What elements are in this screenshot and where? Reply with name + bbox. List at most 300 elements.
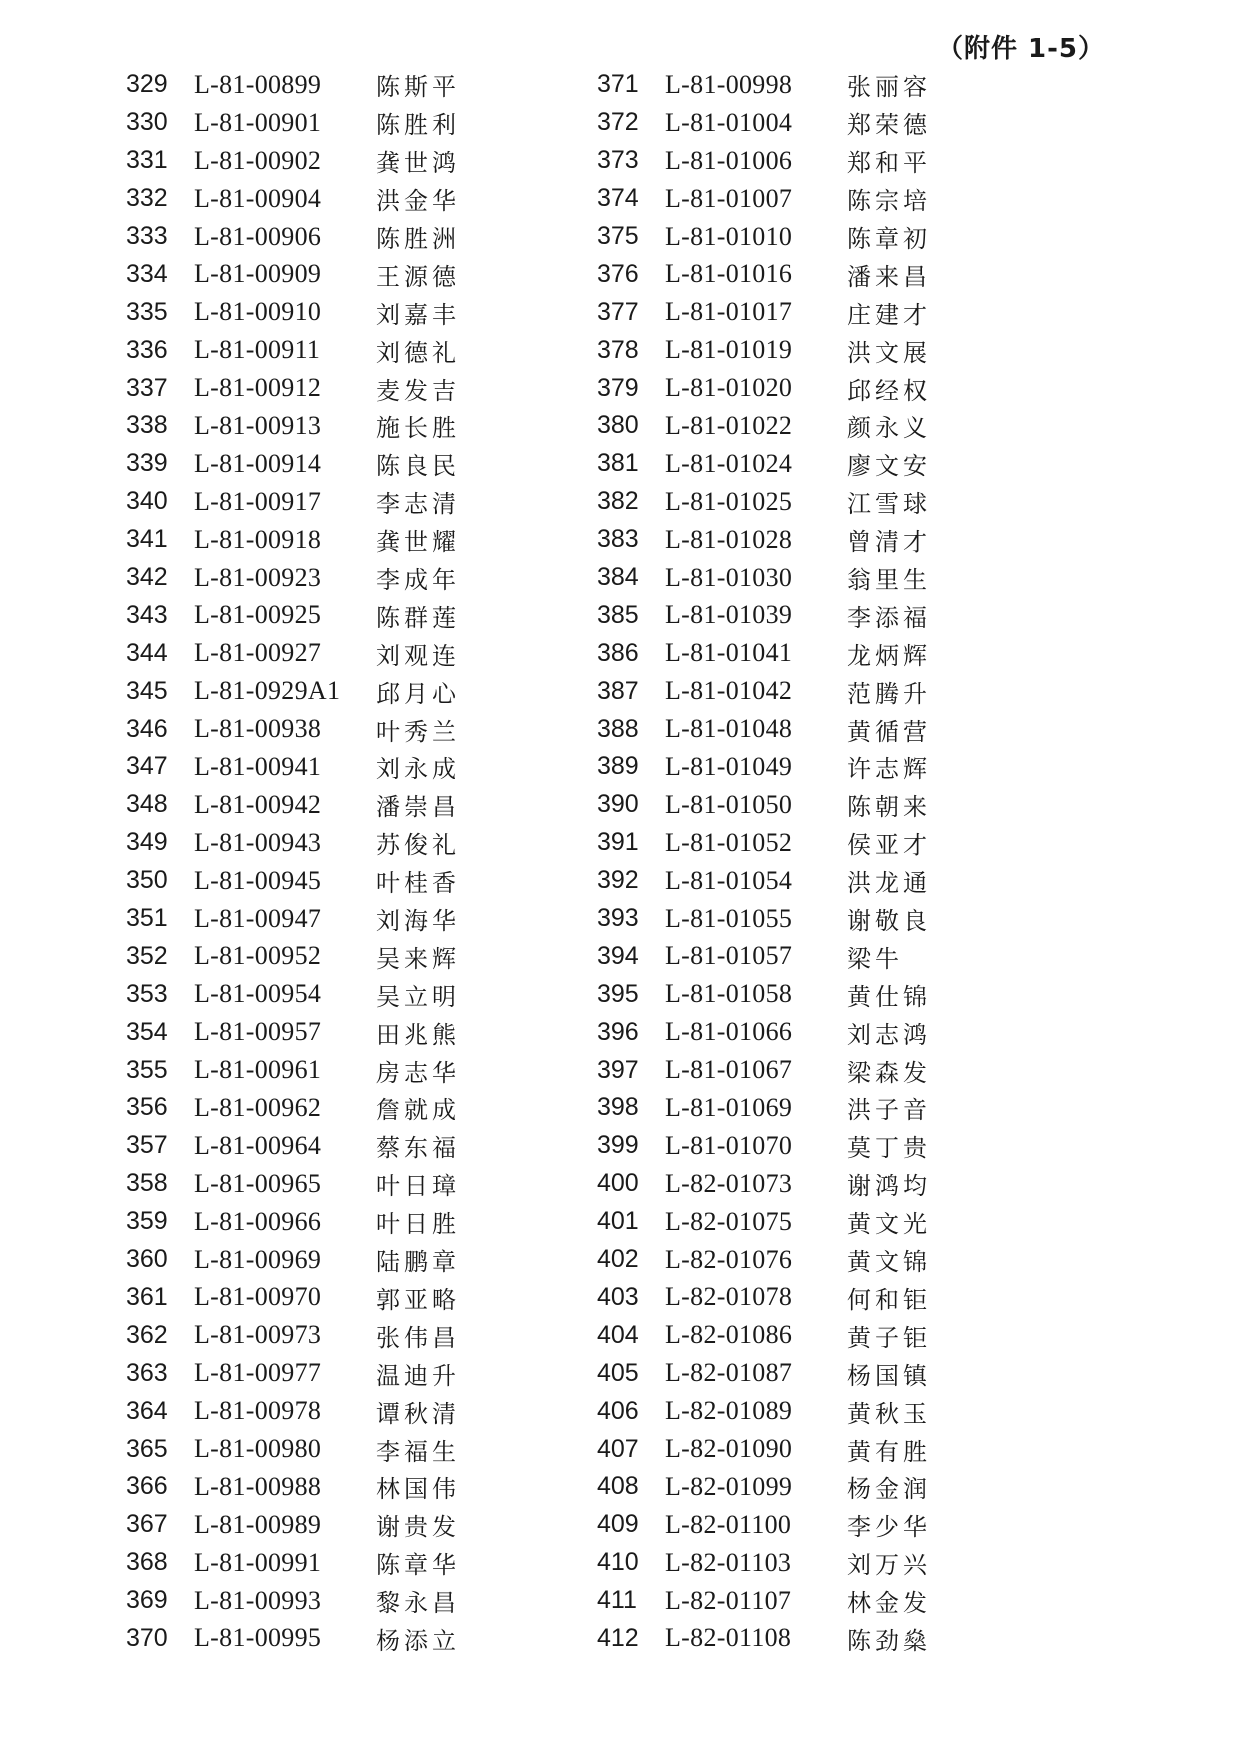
- row-number: 357: [126, 1131, 168, 1160]
- registration-code: L-81-01030: [665, 562, 793, 592]
- row-number: 372: [597, 108, 639, 137]
- person-name: 黄文锦: [847, 1248, 931, 1277]
- row-number: 412: [597, 1623, 639, 1652]
- row-number: 336: [126, 335, 168, 364]
- registration-code: L-81-00991: [194, 1547, 322, 1577]
- registration-code: L-81-00957: [194, 1017, 322, 1047]
- list-row: [126, 218, 460, 256]
- list-row: [126, 1051, 460, 1089]
- row-number: 391: [597, 828, 639, 857]
- list-row: [126, 1203, 460, 1241]
- person-name: 陈章华: [376, 1551, 460, 1580]
- registration-code: L-81-00913: [194, 410, 322, 440]
- row-number: 373: [597, 146, 639, 175]
- row-number: 393: [597, 904, 639, 933]
- registration-code: L-81-00925: [194, 600, 322, 630]
- list-row: [597, 142, 931, 180]
- registration-code: L-82-01090: [665, 1434, 793, 1463]
- person-name: 潘来昌: [847, 262, 931, 291]
- person-name: 叶秀兰: [376, 717, 460, 746]
- row-number: 367: [126, 1510, 168, 1539]
- person-name: 侯亚才: [847, 831, 931, 860]
- person-name: 王源德: [376, 262, 460, 291]
- row-number: 401: [597, 1207, 639, 1236]
- row-number: 333: [126, 222, 168, 250]
- person-name: 郭亚略: [376, 1285, 460, 1314]
- person-name: 李志清: [376, 490, 460, 519]
- person-name: 龙炳辉: [847, 641, 931, 670]
- person-name: 陈朝来: [847, 793, 931, 822]
- row-number: 331: [126, 146, 168, 175]
- registration-code: L-81-00943: [194, 827, 322, 857]
- person-name: 杨国镇: [847, 1361, 931, 1390]
- person-name: 吴立明: [376, 982, 460, 1011]
- list-row: [597, 975, 931, 1013]
- person-name: 蔡东福: [376, 1134, 460, 1163]
- registration-code: L-81-00989: [194, 1509, 322, 1539]
- list-row: [597, 634, 931, 672]
- list-row: [126, 407, 460, 445]
- registration-code: L-81-00980: [194, 1434, 322, 1463]
- row-number: 392: [597, 866, 639, 895]
- registration-code: L-81-00993: [194, 1585, 322, 1615]
- row-number: 379: [597, 373, 639, 402]
- registration-code: L-81-00969: [194, 1244, 322, 1274]
- person-name: 叶日璋: [376, 1172, 460, 1201]
- row-number: 399: [597, 1131, 639, 1160]
- person-name: 叶日胜: [376, 1210, 460, 1239]
- row-number: 388: [597, 714, 639, 743]
- list-row: [126, 1620, 460, 1658]
- list-row: [597, 369, 931, 407]
- registration-code: L-81-00909: [194, 259, 322, 289]
- person-name: 田兆熊: [376, 1020, 460, 1049]
- list-row: [126, 483, 460, 521]
- person-name: 李福生: [376, 1437, 460, 1466]
- registration-code: L-81-00970: [194, 1282, 322, 1312]
- person-name: 洪龙通: [847, 869, 931, 898]
- registration-code: L-81-00899: [194, 69, 322, 99]
- registration-code: L-81-01028: [665, 524, 793, 554]
- list-row: [597, 1165, 931, 1203]
- registration-code: L-81-00966: [194, 1206, 322, 1236]
- registration-code: L-81-01052: [665, 827, 793, 857]
- registration-code: L-82-01087: [665, 1358, 793, 1388]
- list-row: [126, 1089, 460, 1127]
- registration-code: L-81-01049: [665, 751, 793, 781]
- list-row: [597, 1468, 931, 1506]
- list-row: [597, 180, 931, 218]
- registration-code: L-81-01054: [665, 865, 793, 895]
- registration-code: L-82-01076: [665, 1244, 793, 1274]
- registration-code: L-81-01004: [665, 107, 793, 137]
- list-row: [597, 1127, 931, 1165]
- row-number: 348: [126, 790, 168, 819]
- registration-code: L-81-00942: [194, 789, 322, 819]
- row-number: 351: [126, 904, 168, 933]
- list-row: [126, 104, 460, 142]
- row-number: 358: [126, 1169, 168, 1198]
- row-number: 346: [126, 714, 168, 743]
- row-number: 363: [126, 1358, 168, 1387]
- registration-code: L-81-00947: [194, 903, 322, 933]
- left-column: [126, 66, 460, 1657]
- row-number: 410: [597, 1548, 639, 1577]
- row-number: 389: [597, 752, 639, 781]
- registration-code: L-81-00918: [194, 524, 322, 554]
- registration-code: L-81-01055: [665, 903, 793, 933]
- list-row: [597, 672, 931, 710]
- registration-code: L-81-01058: [665, 979, 793, 1009]
- row-number: 364: [126, 1396, 168, 1425]
- row-number: 366: [126, 1472, 168, 1501]
- row-number: 376: [597, 259, 639, 288]
- list-row: [597, 1544, 931, 1582]
- registration-code: L-82-01073: [665, 1168, 793, 1198]
- right-column: [597, 66, 931, 1657]
- registration-code: L-81-01069: [665, 1092, 793, 1122]
- person-name: 张丽容: [847, 73, 931, 102]
- row-number: 405: [597, 1358, 639, 1387]
- person-name: 洪金华: [376, 187, 460, 216]
- registration-code: L-81-01042: [665, 676, 793, 706]
- registration-code: L-81-00954: [194, 979, 322, 1009]
- list-row: [597, 521, 931, 559]
- row-number: 335: [126, 297, 168, 326]
- list-row: [597, 1279, 931, 1317]
- list-row: [597, 1316, 931, 1354]
- row-number: 337: [126, 373, 168, 402]
- person-name: 杨添立: [376, 1626, 460, 1655]
- list-row: [597, 1241, 931, 1279]
- person-name: 黄秋玉: [847, 1399, 931, 1428]
- registration-code: L-81-01019: [665, 335, 793, 365]
- row-number: 345: [126, 676, 168, 705]
- person-name: 张伟昌: [376, 1323, 460, 1352]
- list-row: [597, 900, 931, 938]
- person-name: 黄循营: [847, 717, 931, 746]
- list-row: [126, 369, 460, 407]
- person-name: 吴来辉: [376, 944, 460, 973]
- registration-code: L-81-01007: [665, 183, 793, 213]
- row-number: 356: [126, 1093, 168, 1122]
- row-number: 374: [597, 184, 639, 213]
- person-name: 黄仕锦: [847, 982, 931, 1011]
- row-number: 378: [597, 335, 639, 364]
- registration-code: L-81-00973: [194, 1320, 322, 1350]
- person-name: 范腾升: [847, 679, 931, 708]
- row-number: 384: [597, 563, 639, 592]
- row-number: 329: [126, 70, 168, 99]
- row-number: 411: [597, 1586, 637, 1615]
- person-name: 郑荣德: [847, 111, 931, 140]
- person-name: 梁牛: [847, 944, 903, 973]
- row-number: 383: [597, 525, 639, 554]
- person-name: 龚世耀: [376, 528, 460, 557]
- person-name: 陆鹏章: [376, 1248, 460, 1277]
- row-number: 352: [126, 941, 168, 970]
- person-name: 刘志鸿: [847, 1020, 931, 1049]
- list-row: [597, 1051, 931, 1089]
- registration-code: L-81-01016: [665, 259, 793, 289]
- registration-code: L-81-00977: [194, 1358, 322, 1388]
- list-row: [126, 824, 460, 862]
- person-name: 刘嘉丰: [376, 300, 460, 329]
- list-row: [597, 1392, 931, 1430]
- person-name: 刘永成: [376, 755, 460, 784]
- registration-code: L-82-01103: [665, 1547, 792, 1577]
- registration-code: L-81-00906: [194, 221, 322, 251]
- list-row: [126, 672, 460, 710]
- registration-code: L-81-00910: [194, 297, 322, 327]
- person-name: 黄文光: [847, 1210, 931, 1239]
- person-name: 刘万兴: [847, 1551, 931, 1580]
- row-number: 361: [126, 1282, 168, 1311]
- list-row: [126, 1544, 460, 1582]
- list-row: [597, 824, 931, 862]
- row-number: 343: [126, 600, 168, 629]
- person-name: 陈章初: [847, 225, 931, 253]
- registration-code: L-81-00952: [194, 941, 322, 971]
- row-number: 365: [126, 1434, 168, 1463]
- registration-code: L-81-01048: [665, 714, 793, 744]
- registration-code: L-81-0929A1: [194, 676, 341, 706]
- list-row: [126, 1279, 460, 1317]
- person-name: 刘德礼: [376, 338, 460, 367]
- person-name: 洪子音: [847, 1096, 931, 1125]
- row-number: 349: [126, 828, 168, 857]
- list-row: [597, 1506, 931, 1544]
- row-number: 340: [126, 487, 168, 516]
- registration-code: L-82-01108: [665, 1623, 792, 1653]
- row-number: 381: [597, 449, 639, 478]
- registration-code: L-82-01075: [665, 1206, 793, 1236]
- registration-code: L-81-01041: [665, 638, 793, 668]
- person-name: 李添福: [847, 603, 931, 632]
- row-number: 382: [597, 487, 639, 516]
- list-row: [126, 596, 460, 634]
- person-name: 叶桂香: [376, 869, 460, 898]
- person-name: 陈劲燊: [847, 1626, 931, 1655]
- list-row: [126, 1506, 460, 1544]
- list-row: [126, 142, 460, 180]
- registration-code: L-81-00978: [194, 1396, 322, 1426]
- list-row: [597, 66, 931, 104]
- row-number: 398: [597, 1093, 639, 1122]
- person-name: 梁森发: [847, 1058, 931, 1087]
- registration-code: L-81-00927: [194, 638, 322, 668]
- list-row: [126, 1241, 460, 1279]
- list-row: [126, 180, 460, 218]
- person-name: 郑和平: [847, 149, 931, 178]
- person-name: 黄子钜: [847, 1323, 931, 1352]
- list-row: [597, 331, 931, 369]
- person-name: 林金发: [847, 1589, 931, 1618]
- row-number: 332: [126, 184, 168, 213]
- person-name: 施长胜: [376, 414, 460, 443]
- list-row: [126, 1316, 460, 1354]
- registration-code: L-81-00917: [194, 486, 322, 516]
- list-row: [126, 786, 460, 824]
- person-name: 江雪球: [847, 490, 931, 519]
- list-row: [597, 1620, 931, 1658]
- list-row: [126, 748, 460, 786]
- person-name: 谢敬良: [847, 907, 931, 936]
- list-row: [126, 331, 460, 369]
- row-number: 397: [597, 1055, 639, 1084]
- row-number: 353: [126, 979, 168, 1008]
- row-number: 368: [126, 1548, 168, 1577]
- person-name: 陈斯平: [376, 73, 460, 102]
- person-name: 陈宗培: [847, 187, 931, 216]
- registration-code: L-81-00988: [194, 1471, 322, 1501]
- list-row: [597, 1203, 931, 1241]
- registration-code: L-81-00941: [194, 751, 322, 781]
- person-name: 麦发吉: [376, 376, 460, 405]
- person-name: 谢鸿均: [847, 1172, 931, 1201]
- row-number: 386: [597, 638, 639, 667]
- registration-code: L-82-01089: [665, 1396, 793, 1426]
- row-number: 359: [126, 1207, 168, 1236]
- list-row: [597, 596, 931, 634]
- registration-code: L-81-01017: [665, 297, 793, 327]
- registration-code: L-81-00998: [665, 69, 793, 99]
- list-row: [597, 786, 931, 824]
- list-row: [126, 1354, 460, 1392]
- row-number: 370: [126, 1623, 168, 1652]
- registration-code: L-81-00961: [194, 1055, 322, 1085]
- person-name: 邱月心: [376, 679, 460, 708]
- row-number: 396: [597, 1017, 639, 1046]
- row-number: 334: [126, 259, 168, 288]
- registration-code: L-81-01070: [665, 1130, 793, 1160]
- person-name: 邱经权: [847, 376, 931, 405]
- row-number: 339: [126, 449, 168, 478]
- registration-code: L-81-01022: [665, 410, 793, 440]
- registration-code: L-81-01010: [665, 221, 793, 251]
- person-name: 刘海华: [376, 907, 460, 936]
- registration-code: L-81-00904: [194, 183, 322, 213]
- list-row: [126, 559, 460, 597]
- registration-code: L-82-01107: [665, 1585, 792, 1615]
- row-number: 360: [126, 1245, 168, 1274]
- person-name: 林国伟: [376, 1475, 460, 1504]
- row-number: 404: [597, 1320, 639, 1349]
- row-number: 402: [597, 1245, 639, 1274]
- registration-code: L-81-01025: [665, 486, 793, 516]
- list-row: [126, 1165, 460, 1203]
- list-row: [597, 483, 931, 521]
- person-name: 何和钜: [847, 1285, 931, 1314]
- person-name: 颜永义: [847, 414, 931, 443]
- registration-code: L-81-00965: [194, 1168, 322, 1198]
- list-row: [597, 1089, 931, 1127]
- row-number: 408: [597, 1472, 639, 1501]
- list-row: [597, 1430, 931, 1468]
- row-number: 362: [126, 1320, 168, 1349]
- person-name: 翁里生: [847, 566, 931, 595]
- row-number: 380: [597, 411, 639, 440]
- registration-code: L-81-00995: [194, 1623, 322, 1653]
- row-number: 395: [597, 979, 639, 1008]
- row-number: 400: [597, 1169, 639, 1198]
- list-row: [126, 862, 460, 900]
- list-row: [126, 1582, 460, 1620]
- list-row: [126, 634, 460, 672]
- person-name: 陈胜利: [376, 111, 460, 140]
- registration-code: L-81-01066: [665, 1017, 793, 1047]
- registration-code: L-81-00923: [194, 562, 322, 592]
- person-name: 李成年: [376, 566, 460, 595]
- row-number: 385: [597, 600, 639, 629]
- list-row: [597, 255, 931, 293]
- row-number: 355: [126, 1055, 168, 1084]
- row-number: 387: [597, 676, 639, 705]
- list-row: [597, 104, 931, 142]
- person-name: 黄有胜: [847, 1437, 931, 1466]
- row-number: 342: [126, 563, 168, 592]
- registration-code: L-82-01086: [665, 1320, 793, 1350]
- row-number: 406: [597, 1396, 639, 1425]
- person-name: 陈良民: [376, 452, 460, 481]
- person-name: 莫丁贵: [847, 1134, 931, 1163]
- list-row: [597, 862, 931, 900]
- row-number: 341: [126, 525, 168, 554]
- list-row: [597, 1582, 931, 1620]
- person-name: 黎永昌: [376, 1589, 460, 1618]
- registration-code: L-81-01006: [665, 145, 793, 175]
- attachment-label: （附件 1-5）: [936, 34, 1105, 64]
- row-number: 344: [126, 638, 168, 667]
- row-number: 409: [597, 1510, 639, 1539]
- person-name: 陈群莲: [376, 603, 460, 632]
- person-name: 房志华: [376, 1058, 460, 1087]
- list-row: [126, 255, 460, 293]
- person-name: 谭秋清: [376, 1399, 460, 1428]
- row-number: 347: [126, 752, 168, 781]
- registration-code: L-81-00962: [194, 1092, 322, 1122]
- list-row: [597, 218, 931, 256]
- row-number: 354: [126, 1017, 168, 1046]
- list-row: [126, 710, 460, 748]
- list-row: [126, 900, 460, 938]
- person-name: 洪文展: [847, 338, 931, 367]
- list-row: [126, 1468, 460, 1506]
- registration-code: L-81-00945: [194, 865, 322, 895]
- list-row: [597, 293, 931, 331]
- row-number: 338: [126, 411, 168, 440]
- list-row: [126, 1127, 460, 1165]
- person-name: 温迪升: [376, 1361, 460, 1390]
- person-name: 詹就成: [376, 1096, 460, 1125]
- list-row: [597, 445, 931, 483]
- registration-code: L-81-01057: [665, 941, 793, 971]
- list-row: [597, 937, 931, 975]
- list-row: [126, 293, 460, 331]
- row-number: 390: [597, 790, 639, 819]
- list-row: [126, 445, 460, 483]
- registration-code: L-82-01100: [665, 1509, 792, 1539]
- person-name: 苏俊礼: [376, 831, 460, 860]
- list-row: [126, 975, 460, 1013]
- row-number: 371: [597, 70, 639, 99]
- registration-code: L-81-00912: [194, 373, 322, 403]
- registration-code: L-81-00938: [194, 714, 322, 744]
- row-number: 394: [597, 941, 639, 970]
- list-row: [597, 748, 931, 786]
- person-name: 许志辉: [847, 755, 931, 784]
- registration-code: L-81-01024: [665, 448, 793, 478]
